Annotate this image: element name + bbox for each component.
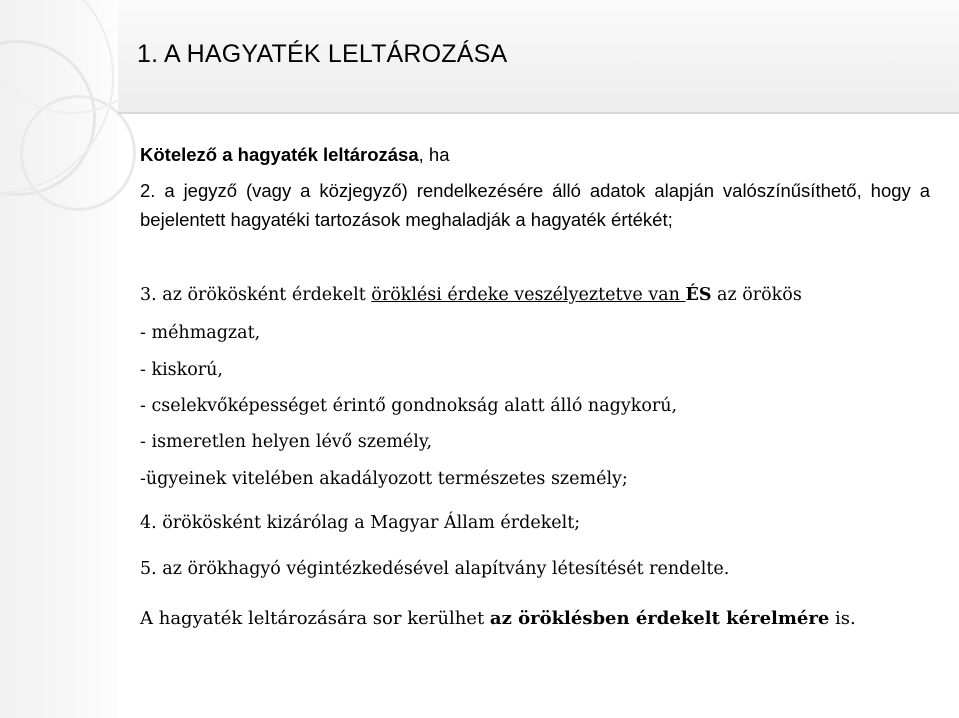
- closing-prefix: A hagyaték leltározására sor kerülhet: [140, 608, 490, 629]
- item-2-number: 2.: [140, 180, 165, 201]
- slide-title: 1. A HAGYATÉK LELTÁROZÁSA: [137, 40, 508, 68]
- intro-line: [140, 143, 930, 167]
- item-4: 4. örökösként kizárólag a Magyar Állam érdekelt;: [140, 513, 581, 533]
- intro-bold: Kötelező a hagyaték leltározása: [140, 144, 419, 165]
- item-3-suffix: az örökös: [711, 285, 802, 305]
- item-3-underlined: öröklési érdeke veszélyeztetve van: [371, 285, 686, 305]
- list-item: - cselekvőképességet érintő gondnokság alatt álló nagykorú,: [140, 396, 678, 416]
- closing-suffix: is.: [829, 608, 856, 629]
- item-3-prefix: 3. az örökösként érdekelt: [140, 285, 372, 305]
- title-divider: [118, 112, 959, 114]
- list-item: - ismeretlen helyen lévő személy,: [140, 432, 433, 452]
- item-3: [140, 282, 930, 308]
- closing-line: [140, 606, 930, 632]
- list-item: - kiskorú,: [140, 360, 223, 380]
- item-5: 5. az örökhagyó végintézkedésével alapítvány létesítését rendelte.: [140, 559, 730, 579]
- intro-rest: , ha: [418, 144, 450, 165]
- closing-bold: az öröklésben érdekelt kérelmére: [489, 608, 830, 629]
- item-2: [140, 176, 930, 234]
- list-item: -ügyeinek vitelében akadályozott természetes személy;: [140, 469, 628, 489]
- item-3-bold: ÉS: [685, 285, 712, 305]
- item-2-text: a jegyző (vagy a közjegyző) rendelkezésére álló adatok alapján valószínűsíthető, hogy a bejelentett hagyatéki tartozások meghaladják a hagyaték értékét;: [140, 180, 930, 230]
- list-item: - méhmagzat,: [140, 323, 261, 343]
